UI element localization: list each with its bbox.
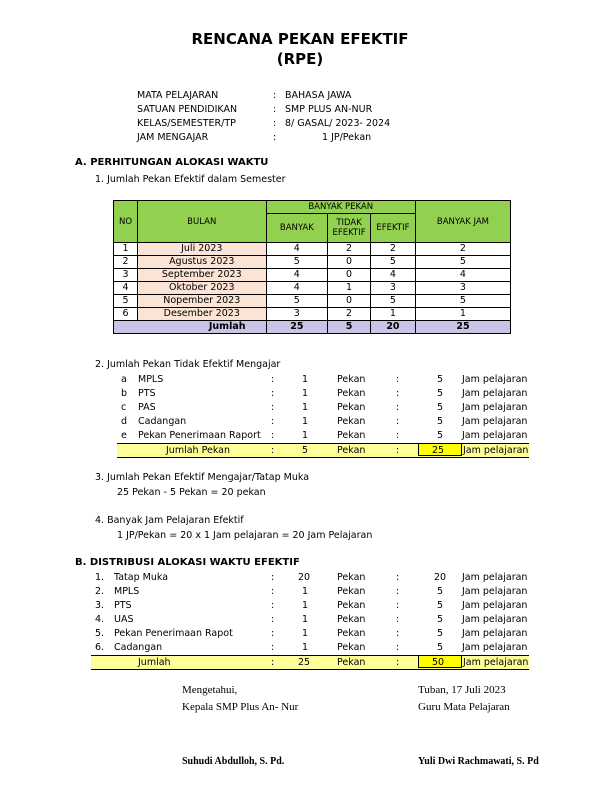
item-colon: : [396,572,400,583]
item-letter: d [121,416,128,427]
item-jp: 5 [437,614,444,625]
item-count: 1 [302,388,309,399]
total-colon: : [271,445,275,456]
item-jp: 5 [437,642,444,653]
document-subtitle: (RPE) [276,50,324,68]
item-colon: : [271,642,275,653]
item-count: 1 [302,628,309,639]
info-value: SMP PLUS AN-NUR [285,104,373,115]
cell-tidak: 0 [328,269,371,282]
cell-bulan: Agustus 2023 [138,256,267,269]
cell-jam: 3 [415,282,510,295]
total-colon: : [271,657,275,668]
cell-tidak: 0 [328,256,371,269]
cell-jam: 1 [415,308,510,321]
item-colon: : [396,430,400,441]
sign-right-line1: Tuban, 17 Juli 2023 [418,684,506,696]
item-colon: : [271,430,275,441]
item-name: Pekan Penerimaan Raport [138,430,261,441]
cell-no: 5 [114,295,138,308]
item-jp-label: Jam pelajaran [462,628,528,639]
item-name: MPLS [138,374,164,385]
item-jp-label: Jam pelajaran [462,402,528,413]
item-number: 2. [95,586,105,597]
item-number: 1. [95,572,105,583]
item-jp-label: Jam pelajaran [462,614,528,625]
info-colon: : [273,132,277,143]
item-unit: Pekan [337,628,366,639]
cell-banyak: 3 [266,308,328,321]
table-row [114,256,511,269]
subsection-heading: 2. Jumlah Pekan Tidak Efektif Mengajar [95,359,281,370]
item-colon: : [396,374,400,385]
table-row [114,243,511,256]
subsection-heading: 4. Banyak Jam Pelajaran Efektif [95,515,244,526]
item-count: 1 [302,600,309,611]
info-value: 8/ GASAL/ 2023- 2024 [285,118,391,129]
item-name: UAS [114,614,134,625]
item-jp-label: Jam pelajaran [462,430,528,441]
cell-no: 6 [114,308,138,321]
item-count: 1 [302,586,309,597]
item-jp: 5 [437,600,444,611]
cell-banyak: 4 [266,243,328,256]
item-letter: a [121,374,127,385]
teacher-name: Yuli Dwi Rachmawati, S. Pd [418,756,539,767]
item-jp: 5 [437,402,444,413]
cell-efektif: 5 [370,295,415,308]
cell-no: 2 [114,256,138,269]
item-count: 1 [302,374,309,385]
item-count: 20 [298,572,311,583]
total-jp-label: Jam pelajaran [463,445,529,456]
col-header-bulan: BULAN [138,201,267,243]
total-tidak: 5 [328,321,371,334]
section-b-heading: B. DISTRIBUSI ALOKASI WAKTU EFEKTIF [75,557,300,568]
item-colon: : [271,600,275,611]
item-colon: : [396,388,400,399]
item-colon: : [271,416,275,427]
item-number: 4. [95,614,105,625]
cell-tidak: 0 [328,295,371,308]
efektif-label: EFEKTIF [332,228,366,238]
col-header-efektif: EFEKTIF [370,214,415,243]
info-value: BAHASA JAWA [285,90,352,101]
total-name: Jumlah [138,657,171,668]
item-colon: : [396,586,400,597]
item-unit: Pekan [337,388,366,399]
cell-banyak: 4 [266,282,328,295]
item-jp-label: Jam pelajaran [462,374,528,385]
item-name: PAS [138,402,156,413]
cell-banyak: 4 [266,269,328,282]
item-count: 1 [302,614,309,625]
item-name: MPLS [114,586,140,597]
item-name: PTS [138,388,156,399]
cell-no: 1 [114,243,138,256]
item-count: 1 [302,416,309,427]
item-unit: Pekan [337,572,366,583]
item-colon: : [396,642,400,653]
item-jp: 5 [437,388,444,399]
total-jp: 50 [432,657,445,668]
cell-banyak: 5 [266,295,328,308]
cell-efektif: 2 [370,243,415,256]
table-total-row [114,321,511,334]
info-label: MATA PELAJARAN [137,90,219,101]
cell-bulan: Juli 2023 [138,243,267,256]
info-label: SATUAN PENDIDIKAN [137,104,238,115]
info-value: 1 JP/Pekan [322,132,372,143]
total-jam: 25 [415,321,510,334]
cell-efektif: 5 [370,256,415,269]
cell-bulan: Nopember 2023 [138,295,267,308]
item-unit: Pekan [337,374,366,385]
item-unit: Pekan [337,600,366,611]
col-header-banyak: BANYAK [266,214,328,243]
item-jp: 5 [437,628,444,639]
item-jp: 20 [434,572,447,583]
section-a-heading: A. PERHITUNGAN ALOKASI WAKTU [75,157,269,168]
item-colon: : [271,572,275,583]
cell-tidak: 1 [328,282,371,295]
item-letter: c [121,402,127,413]
item-colon: : [271,614,275,625]
item-jp: 5 [437,416,444,427]
cell-bulan: September 2023 [138,269,267,282]
total-jp: 25 [432,445,445,456]
item-jp: 5 [437,586,444,597]
info-label: JAM MENGAJAR [137,132,209,143]
table-row [114,308,511,321]
total-jp-label: Jam pelajaran [463,657,529,668]
item-unit: Pekan [337,614,366,625]
document-title: RENCANA PEKAN EFEKTIF [191,30,409,48]
sign-left-line1: Mengetahui, [182,684,238,696]
item-name: Cadangan [114,642,163,653]
cell-tidak: 2 [328,308,371,321]
item-name: PTS [114,600,132,611]
cell-no: 4 [114,282,138,295]
item-jp-label: Jam pelajaran [462,642,528,653]
total-name: Jumlah Pekan [166,445,230,456]
item-jp-label: Jam pelajaran [462,586,528,597]
cell-banyak: 5 [266,256,328,269]
col-header-tidak-efektif [328,214,371,243]
calculation-text: 1 JP/Pekan = 20 x 1 Jam pelajaran = 20 Jam Pelajaran [117,530,373,541]
table-row [114,295,511,308]
total-colon: : [396,445,400,456]
subsection-heading: 3. Jumlah Pekan Efektif Mengajar/Tatap Muka [95,472,310,483]
item-unit: Pekan [337,586,366,597]
tidak-label: TIDAK [336,218,362,228]
total-colon: : [396,657,400,668]
info-colon: : [273,90,277,101]
item-jp: 5 [437,374,444,385]
info-colon: : [273,104,277,115]
item-colon: : [396,600,400,611]
item-colon: : [271,586,275,597]
item-colon: : [396,416,400,427]
table-row [114,269,511,282]
info-colon: : [273,118,277,129]
item-letter: e [121,430,127,441]
cell-efektif: 1 [370,308,415,321]
cell-jam: 2 [415,243,510,256]
item-letter: b [121,388,128,399]
col-header-banyak-pekan: BANYAK PEKAN [266,201,415,214]
item-count: 1 [302,430,309,441]
item-name: Tatap Muka [114,572,169,583]
item-count: 1 [302,642,309,653]
item-name: Cadangan [138,416,187,427]
item-unit: Pekan [337,642,366,653]
item-number: 3. [95,600,105,611]
cell-bulan: Desember 2023 [138,308,267,321]
item-unit: Pekan [337,430,366,441]
total-count: 25 [298,657,311,668]
col-header-banyak-jam: BANYAK JAM [415,201,510,243]
item-count: 1 [302,402,309,413]
effective-weeks-table [113,200,511,334]
subsection-heading: 1. Jumlah Pekan Efektif dalam Semester [95,174,286,185]
item-jp-label: Jam pelajaran [462,572,528,583]
item-unit: Pekan [337,416,366,427]
cell-jam: 5 [415,295,510,308]
item-colon: : [271,374,275,385]
item-colon: : [271,628,275,639]
cell-efektif: 3 [370,282,415,295]
item-colon: : [396,402,400,413]
total-unit: Pekan [337,445,366,456]
cell-efektif: 4 [370,269,415,282]
item-number: 6. [95,642,105,653]
table-row [114,282,511,295]
item-colon: : [271,402,275,413]
total-count: 5 [302,445,309,456]
cell-no: 3 [114,269,138,282]
cell-bulan: Oktober 2023 [138,282,267,295]
total-efektif: 20 [370,321,415,334]
info-label: KELAS/SEMESTER/TP [137,118,236,129]
item-number: 5. [95,628,105,639]
item-unit: Pekan [337,402,366,413]
item-colon: : [396,628,400,639]
item-colon: : [271,388,275,399]
principal-name: Suhudi Abdulloh, S. Pd. [182,756,285,767]
total-label: Jumlah [114,321,267,334]
calculation-text: 25 Pekan - 5 Pekan = 20 pekan [117,487,266,498]
sign-right-line2: Guru Mata Pelajaran [418,701,510,713]
cell-tidak: 2 [328,243,371,256]
sign-left-line2: Kepala SMP Plus An- Nur [182,701,299,713]
item-name: Pekan Penerimaan Rapot [114,628,233,639]
item-jp-label: Jam pelajaran [462,600,528,611]
cell-jam: 5 [415,256,510,269]
item-jp-label: Jam pelajaran [462,416,528,427]
item-jp-label: Jam pelajaran [462,388,528,399]
item-jp: 5 [437,430,444,441]
item-colon: : [396,614,400,625]
total-banyak: 25 [266,321,328,334]
cell-jam: 4 [415,269,510,282]
total-unit: Pekan [337,657,366,668]
col-header-no: NO [114,201,138,243]
